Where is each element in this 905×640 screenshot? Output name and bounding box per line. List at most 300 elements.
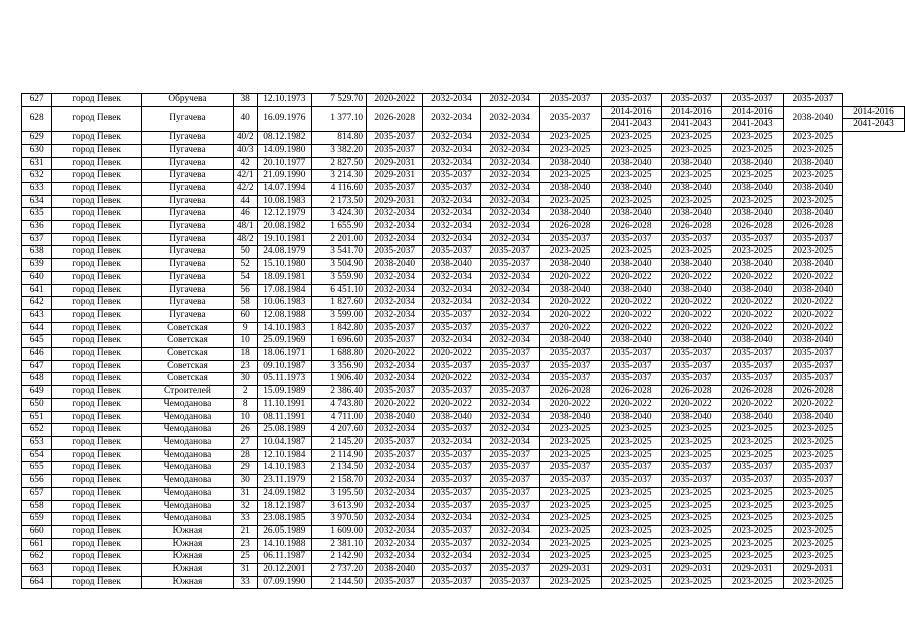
street-cell: Южная: [142, 564, 234, 577]
period-cell: 2023-2025: [783, 487, 842, 500]
period-cell: 2038-2040: [423, 259, 480, 272]
date-cell: 16.09.1976: [257, 106, 311, 131]
city-cell: город Певек: [52, 132, 142, 145]
period-cell: 2038-2040: [601, 182, 661, 195]
table-row: [22, 271, 905, 284]
house-cell: 48/1: [233, 221, 257, 234]
period-cell: 2032-2034: [480, 132, 539, 145]
area-cell: 1 696.60: [312, 335, 367, 348]
period-cell: 2035-2037: [721, 233, 783, 246]
period-cell: 2023-2025: [601, 525, 661, 538]
city-cell: город Певек: [52, 500, 142, 513]
period-cell: 2038-2040: [539, 182, 601, 195]
period-cell: 2023-2025: [661, 436, 721, 449]
period-cell: 2035-2037: [783, 348, 842, 361]
period-cell: 2023-2025: [721, 424, 783, 437]
period-cell: 2035-2037: [423, 424, 480, 437]
period-cell: 2023-2025: [601, 246, 661, 259]
period-cell: 2020-2022: [367, 94, 423, 107]
period-cell: 2023-2025: [539, 525, 601, 538]
street-cell: Советская: [142, 348, 234, 361]
period-cell: 2020-2022: [721, 322, 783, 335]
house-cell: 33: [233, 576, 257, 589]
period-cell: 2032-2034: [480, 424, 539, 437]
period-cell: 2032-2034: [367, 284, 423, 297]
period-cell: 2038-2040: [721, 411, 783, 424]
period-cell: 2023-2025: [661, 500, 721, 513]
city-cell: город Певек: [52, 309, 142, 322]
street-cell: Пугачева: [142, 284, 234, 297]
period-cell: 2035-2037: [721, 462, 783, 475]
area-cell: 2 737.20: [312, 564, 367, 577]
date-cell: 15.09.1989: [257, 386, 311, 399]
period-cell: 2035-2037: [721, 373, 783, 386]
table-row: [22, 436, 905, 449]
area-cell: 1 377.10: [312, 106, 367, 131]
period-cell: 2035-2037: [423, 500, 480, 513]
row-number: 633: [22, 182, 52, 195]
period-cell: 2035-2037: [539, 233, 601, 246]
area-cell: 2 134.50: [312, 462, 367, 475]
date-cell: 10.04.1987: [257, 436, 311, 449]
table-row: [22, 284, 905, 297]
street-cell: Пугачева: [142, 221, 234, 234]
street-cell: Пугачева: [142, 144, 234, 157]
street-cell: Пугачева: [142, 233, 234, 246]
area-cell: 3 613.90: [312, 500, 367, 513]
period-cell: 2026-2028: [601, 221, 661, 234]
row-number: 655: [22, 462, 52, 475]
period-cell: 2032-2034: [480, 157, 539, 170]
period-cell: 2035-2037: [367, 132, 423, 145]
period-cell: 2038-2040: [601, 157, 661, 170]
street-cell: Пугачева: [142, 297, 234, 310]
period-cell: 2023-2025: [721, 576, 783, 589]
period-cell: 2035-2037: [601, 373, 661, 386]
house-cell: 33: [233, 513, 257, 526]
period-cell: 2038-2040: [539, 259, 601, 272]
table-row: [22, 487, 905, 500]
period-cell: 2035-2037: [539, 475, 601, 488]
street-cell: Чемоданова: [142, 462, 234, 475]
row-number: 643: [22, 309, 52, 322]
period-cell: 2023-2025: [661, 525, 721, 538]
date-cell: 18.12.1987: [257, 500, 311, 513]
area-cell: 1 655.90: [312, 221, 367, 234]
house-cell: 10: [233, 411, 257, 424]
period-cell: 2035-2037: [661, 360, 721, 373]
period-cell: 2023-2025: [661, 576, 721, 589]
period-cell: 2029-2031: [367, 195, 423, 208]
period-cell: 2038-2040: [367, 259, 423, 272]
period-cell: 2023-2025: [783, 525, 842, 538]
period-cell: 2041-2043: [842, 119, 904, 132]
period-cell: 2035-2037: [367, 449, 423, 462]
period-cell: 2023-2025: [539, 551, 601, 564]
period-cell: 2038-2040: [601, 259, 661, 272]
date-cell: 12.12.1979: [257, 208, 311, 221]
house-cell: 42/2: [233, 182, 257, 195]
area-cell: 1 842.80: [312, 322, 367, 335]
street-cell: Пугачева: [142, 309, 234, 322]
row-number: 662: [22, 551, 52, 564]
period-cell: 2035-2037: [721, 348, 783, 361]
period-cell: 2014-2016: [721, 106, 783, 119]
row-number: 647: [22, 360, 52, 373]
area-cell: 4 116.60: [312, 182, 367, 195]
table-row: [22, 106, 905, 119]
period-cell: 2032-2034: [480, 335, 539, 348]
area-cell: 3 599.00: [312, 309, 367, 322]
date-cell: 14.10.1983: [257, 462, 311, 475]
row-number: 652: [22, 424, 52, 437]
house-cell: 42: [233, 157, 257, 170]
date-cell: 23.11.1979: [257, 475, 311, 488]
table-row: [22, 411, 905, 424]
period-cell: 2032-2034: [367, 525, 423, 538]
period-cell: 2032-2034: [367, 424, 423, 437]
date-cell: 14.10.1988: [257, 538, 311, 551]
period-cell: 2023-2025: [721, 513, 783, 526]
street-cell: Южная: [142, 551, 234, 564]
period-cell: 2032-2034: [480, 195, 539, 208]
table-row: [22, 513, 905, 526]
period-cell: 2032-2034: [423, 221, 480, 234]
period-cell: 2038-2040: [601, 208, 661, 221]
period-cell: 2038-2040: [783, 182, 842, 195]
period-cell: 2035-2037: [601, 462, 661, 475]
period-cell: 2038-2040: [783, 208, 842, 221]
area-cell: 3 214.30: [312, 170, 367, 183]
street-cell: Пугачева: [142, 195, 234, 208]
street-cell: Чемоданова: [142, 500, 234, 513]
period-cell: 2038-2040: [539, 411, 601, 424]
period-cell: 2026-2028: [721, 386, 783, 399]
table-row: [22, 475, 905, 488]
table-row: [22, 259, 905, 272]
period-cell: 2023-2025: [783, 170, 842, 183]
area-cell: 814.80: [312, 132, 367, 145]
area-cell: 2 381.10: [312, 538, 367, 551]
period-cell: 2035-2037: [480, 500, 539, 513]
period-cell: 2032-2034: [423, 271, 480, 284]
period-cell: 2020-2022: [661, 322, 721, 335]
table-row: [22, 538, 905, 551]
city-cell: город Певек: [52, 513, 142, 526]
street-cell: Чемоданова: [142, 436, 234, 449]
period-cell: 2023-2025: [661, 513, 721, 526]
city-cell: город Певек: [52, 144, 142, 157]
row-number: 634: [22, 195, 52, 208]
city-cell: город Певек: [52, 436, 142, 449]
city-cell: город Певек: [52, 487, 142, 500]
date-cell: 05.11.1973: [257, 373, 311, 386]
date-cell: 10.06.1983: [257, 297, 311, 310]
period-cell: 2023-2025: [721, 132, 783, 145]
table-row: [22, 424, 905, 437]
street-cell: Советская: [142, 360, 234, 373]
period-cell: 2035-2037: [423, 246, 480, 259]
row-number: 629: [22, 132, 52, 145]
period-cell: 2032-2034: [480, 513, 539, 526]
table-row: [22, 348, 905, 361]
period-cell: 2023-2025: [539, 538, 601, 551]
period-cell: 2035-2037: [423, 449, 480, 462]
table-row: [22, 386, 905, 399]
street-cell: Советская: [142, 322, 234, 335]
city-cell: город Певек: [52, 170, 142, 183]
period-cell: 2023-2025: [539, 487, 601, 500]
house-cell: 9: [233, 322, 257, 335]
table-row: [22, 94, 905, 107]
row-number: 627: [22, 94, 52, 107]
period-cell: 2023-2025: [661, 449, 721, 462]
period-cell: 2023-2025: [539, 513, 601, 526]
period-cell: 2032-2034: [480, 271, 539, 284]
period-cell: 2032-2034: [480, 233, 539, 246]
date-cell: 25.09.1969: [257, 335, 311, 348]
row-number: 649: [22, 386, 52, 399]
area-cell: 2 142.90: [312, 551, 367, 564]
period-cell: 2020-2022: [783, 322, 842, 335]
period-cell: 2032-2034: [480, 373, 539, 386]
city-cell: город Певек: [52, 576, 142, 589]
house-cell: 31: [233, 564, 257, 577]
period-cell: 2020-2022: [661, 398, 721, 411]
period-cell: 2023-2025: [601, 513, 661, 526]
street-cell: Строителей: [142, 386, 234, 399]
city-cell: город Певек: [52, 449, 142, 462]
period-cell: 2035-2037: [367, 436, 423, 449]
period-cell: 2041-2043: [721, 119, 783, 132]
house-cell: 40: [233, 106, 257, 131]
house-cell: 44: [233, 195, 257, 208]
period-cell: 2032-2034: [367, 271, 423, 284]
period-cell: 2038-2040: [661, 284, 721, 297]
date-cell: 14.09.1980: [257, 144, 311, 157]
period-cell: 2023-2025: [721, 538, 783, 551]
period-cell: 2020-2022: [601, 322, 661, 335]
period-cell: 2029-2031: [367, 170, 423, 183]
street-cell: Пугачева: [142, 182, 234, 195]
area-cell: 2 145.20: [312, 436, 367, 449]
period-cell: 2032-2034: [367, 208, 423, 221]
period-cell: 2020-2022: [783, 297, 842, 310]
period-cell: 2023-2025: [539, 195, 601, 208]
period-cell: 2035-2037: [423, 462, 480, 475]
period-cell: 2023-2025: [783, 576, 842, 589]
table-row: [22, 297, 905, 310]
period-cell: 2035-2037: [367, 322, 423, 335]
period-cell: 2035-2037: [480, 360, 539, 373]
period-cell: 2038-2040: [539, 208, 601, 221]
city-cell: город Певек: [52, 373, 142, 386]
area-cell: 2 173.50: [312, 195, 367, 208]
period-cell: 2035-2037: [423, 170, 480, 183]
date-cell: 14.10.1983: [257, 322, 311, 335]
house-cell: 10: [233, 335, 257, 348]
city-cell: город Певек: [52, 157, 142, 170]
house-cell: 28: [233, 449, 257, 462]
period-cell: 2035-2037: [367, 144, 423, 157]
row-number: 641: [22, 284, 52, 297]
street-cell: Советская: [142, 335, 234, 348]
period-cell: 2032-2034: [423, 284, 480, 297]
period-cell: 2035-2037: [423, 475, 480, 488]
period-cell: 2035-2037: [661, 475, 721, 488]
area-cell: 1 827.60: [312, 297, 367, 310]
period-cell: 2035-2037: [783, 373, 842, 386]
period-cell: 2035-2037: [480, 475, 539, 488]
period-cell: 2035-2037: [601, 233, 661, 246]
period-cell: 2032-2034: [423, 157, 480, 170]
period-cell: 2020-2022: [661, 309, 721, 322]
period-cell: 2032-2034: [367, 309, 423, 322]
period-cell: 2032-2034: [480, 208, 539, 221]
period-cell: 2029-2031: [367, 157, 423, 170]
area-cell: 1 906.40: [312, 373, 367, 386]
city-cell: город Певек: [52, 182, 142, 195]
period-cell: 2026-2028: [539, 386, 601, 399]
period-cell: 2032-2034: [367, 500, 423, 513]
period-cell: 2020-2022: [367, 348, 423, 361]
area-cell: 3 424.30: [312, 208, 367, 221]
house-cell: 54: [233, 271, 257, 284]
period-cell: 2035-2037: [367, 576, 423, 589]
table-row: [22, 500, 905, 513]
table-row: [22, 246, 905, 259]
period-cell: 2023-2025: [539, 449, 601, 462]
house-cell: 58: [233, 297, 257, 310]
period-cell: 2032-2034: [480, 551, 539, 564]
period-cell: 2020-2022: [783, 309, 842, 322]
street-cell: Пугачева: [142, 259, 234, 272]
street-cell: Чемоданова: [142, 398, 234, 411]
period-cell: 2032-2034: [480, 538, 539, 551]
period-cell: 2023-2025: [601, 132, 661, 145]
row-number: 653: [22, 436, 52, 449]
house-cell: 27: [233, 436, 257, 449]
period-cell: 2032-2034: [480, 284, 539, 297]
city-cell: город Певек: [52, 424, 142, 437]
period-cell: 2020-2022: [783, 398, 842, 411]
city-cell: город Певек: [52, 360, 142, 373]
period-cell: 2038-2040: [721, 157, 783, 170]
period-cell: 2023-2025: [601, 436, 661, 449]
house-cell: 26: [233, 424, 257, 437]
house-cell: 32: [233, 500, 257, 513]
city-cell: город Певек: [52, 106, 142, 131]
period-cell: 2020-2022: [539, 309, 601, 322]
period-cell: 2023-2025: [661, 132, 721, 145]
city-cell: город Певек: [52, 551, 142, 564]
period-cell: 2023-2025: [601, 449, 661, 462]
city-cell: город Певек: [52, 564, 142, 577]
city-cell: город Певек: [52, 284, 142, 297]
period-cell: 2038-2040: [783, 259, 842, 272]
period-cell: 2032-2034: [480, 144, 539, 157]
date-cell: 18.06.1971: [257, 348, 311, 361]
period-cell: 2035-2037: [480, 259, 539, 272]
period-cell: 2020-2022: [539, 398, 601, 411]
period-cell: 2032-2034: [423, 106, 480, 131]
period-cell: 2035-2037: [601, 360, 661, 373]
area-cell: 2 144.50: [312, 576, 367, 589]
period-cell: 2035-2037: [423, 576, 480, 589]
date-cell: 24.08.1979: [257, 246, 311, 259]
period-cell: 2035-2037: [423, 564, 480, 577]
period-cell: 2035-2037: [480, 386, 539, 399]
period-cell: 2038-2040: [661, 335, 721, 348]
area-cell: 2 827.50: [312, 157, 367, 170]
date-cell: 12.10.1973: [257, 94, 311, 107]
period-cell: 2023-2025: [783, 424, 842, 437]
city-cell: город Певек: [52, 94, 142, 107]
period-cell: 2038-2040: [721, 335, 783, 348]
row-number: 645: [22, 335, 52, 348]
period-cell: 2020-2022: [601, 297, 661, 310]
house-cell: 56: [233, 284, 257, 297]
period-cell: 2026-2028: [721, 221, 783, 234]
city-cell: город Певек: [52, 386, 142, 399]
street-cell: Пугачева: [142, 271, 234, 284]
table-row: [22, 221, 905, 234]
period-cell: 2035-2037: [661, 348, 721, 361]
row-number: 663: [22, 564, 52, 577]
date-cell: 18.09.1981: [257, 271, 311, 284]
period-cell: 2032-2034: [423, 195, 480, 208]
period-cell: 2023-2025: [539, 500, 601, 513]
period-cell: 2035-2037: [783, 462, 842, 475]
row-number: 658: [22, 500, 52, 513]
street-cell: Чемоданова: [142, 449, 234, 462]
house-cell: 50: [233, 246, 257, 259]
street-cell: Обручева: [142, 94, 234, 107]
period-cell: 2023-2025: [601, 144, 661, 157]
period-cell: 2023-2025: [601, 551, 661, 564]
area-cell: 7 529.70: [312, 94, 367, 107]
street-cell: Пугачева: [142, 132, 234, 145]
city-cell: город Певек: [52, 411, 142, 424]
period-cell: 2038-2040: [539, 284, 601, 297]
table-row: [22, 170, 905, 183]
city-cell: город Певек: [52, 322, 142, 335]
date-cell: 07.09.1990: [257, 576, 311, 589]
table-body: [22, 94, 905, 589]
period-cell: 2035-2037: [539, 106, 601, 131]
date-cell: 09.10.1987: [257, 360, 311, 373]
period-cell: 2038-2040: [783, 106, 842, 131]
house-cell: 52: [233, 259, 257, 272]
period-cell: 2035-2037: [367, 182, 423, 195]
period-cell: 2032-2034: [423, 132, 480, 145]
street-cell: Пугачева: [142, 170, 234, 183]
house-cell: 25: [233, 551, 257, 564]
table-row: [22, 322, 905, 335]
period-cell: 2023-2025: [721, 436, 783, 449]
date-cell: 23.08.1985: [257, 513, 311, 526]
period-cell: 2035-2037: [423, 182, 480, 195]
period-cell: 2035-2037: [539, 348, 601, 361]
house-cell: 42/1: [233, 170, 257, 183]
house-cell: 38: [233, 94, 257, 107]
period-cell: 2032-2034: [480, 411, 539, 424]
period-cell: 2041-2043: [601, 119, 661, 132]
row-number: 631: [22, 157, 52, 170]
period-cell: 2038-2040: [423, 411, 480, 424]
house-cell: 48/2: [233, 233, 257, 246]
row-number: 661: [22, 538, 52, 551]
